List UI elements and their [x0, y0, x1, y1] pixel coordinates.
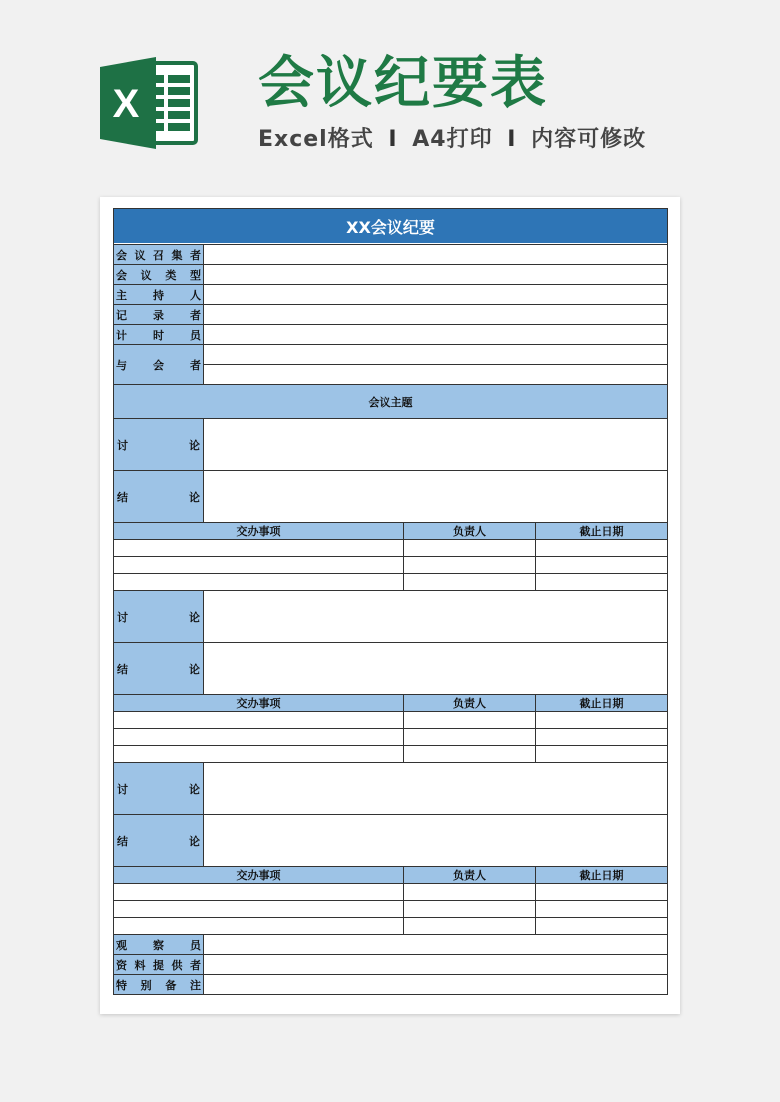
document-paper	[100, 197, 680, 1014]
value-discuss[interactable]	[203, 591, 667, 642]
label-remarks: 特别备注	[114, 975, 203, 994]
info-row-recorder	[114, 304, 667, 324]
table-title-row	[114, 209, 667, 244]
task-cell[interactable]	[114, 557, 403, 573]
subtitle-size: A4打印	[412, 127, 493, 152]
info-row-timekeeper	[114, 324, 667, 344]
label-provider: 资料提供者	[114, 955, 203, 974]
task-row	[114, 883, 667, 900]
value-conclude[interactable]	[203, 643, 667, 694]
value-attendees[interactable]	[203, 345, 667, 384]
header-owner: 负责人	[403, 523, 535, 539]
task-header-row	[114, 694, 667, 711]
label-attendees: 与会者	[114, 345, 203, 384]
conclude-row	[114, 470, 667, 522]
task-cell[interactable]	[114, 901, 403, 917]
topic-row	[114, 384, 667, 418]
label-discuss: 讨 论	[114, 763, 203, 814]
deadline-cell[interactable]	[535, 884, 667, 900]
task-row	[114, 900, 667, 917]
discuss-row	[114, 590, 667, 642]
value-provider[interactable]	[203, 955, 667, 974]
minutes-table	[113, 208, 668, 995]
label-type: 会议类型	[114, 265, 203, 284]
owner-cell[interactable]	[403, 712, 535, 728]
task-row	[114, 711, 667, 728]
label-timekeeper: 计时员	[114, 325, 203, 344]
header-task: 交办事项	[114, 523, 403, 539]
task-cell[interactable]	[114, 884, 403, 900]
header-task: 交办事项	[114, 695, 403, 711]
deadline-cell[interactable]	[535, 574, 667, 590]
header-deadline: 截止日期	[535, 695, 667, 711]
label-convener: 会议召集者	[114, 245, 203, 264]
owner-cell[interactable]	[403, 918, 535, 934]
deadline-cell[interactable]	[535, 712, 667, 728]
label-conclude: 结 论	[114, 643, 203, 694]
subtitle-separator: I	[388, 127, 398, 152]
task-cell[interactable]	[114, 729, 403, 745]
task-row	[114, 745, 667, 762]
deadline-cell[interactable]	[535, 540, 667, 556]
deadline-cell[interactable]	[535, 918, 667, 934]
owner-cell[interactable]	[403, 729, 535, 745]
owner-cell[interactable]	[403, 901, 535, 917]
task-cell[interactable]	[114, 918, 403, 934]
label-observer: 观察员	[114, 935, 203, 954]
header-deadline: 截止日期	[535, 867, 667, 883]
svg-text:X: X	[112, 82, 140, 126]
task-cell[interactable]	[114, 540, 403, 556]
info-row-observer	[114, 934, 667, 954]
header-owner: 负责人	[403, 867, 535, 883]
header-task: 交办事项	[114, 867, 403, 883]
label-conclude: 结 论	[114, 471, 203, 522]
owner-cell[interactable]	[403, 746, 535, 762]
task-cell[interactable]	[114, 746, 403, 762]
task-cell[interactable]	[114, 574, 403, 590]
task-row	[114, 728, 667, 745]
value-conclude[interactable]	[203, 815, 667, 866]
excel-logo-icon	[100, 57, 198, 149]
subtitle-separator: I	[507, 127, 517, 152]
label-conclude: 结 论	[114, 815, 203, 866]
value-conclude[interactable]	[203, 471, 667, 522]
task-cell[interactable]	[114, 712, 403, 728]
label-discuss: 讨 论	[114, 419, 203, 470]
info-row-convener	[114, 244, 667, 264]
label-host: 主持人	[114, 285, 203, 304]
task-row	[114, 556, 667, 573]
value-convener[interactable]	[203, 245, 667, 264]
value-observer[interactable]	[203, 935, 667, 954]
info-row-attendees	[114, 344, 667, 384]
deadline-cell[interactable]	[535, 557, 667, 573]
value-remarks[interactable]	[203, 975, 667, 994]
discuss-row	[114, 418, 667, 470]
topic-label: 会议主题	[114, 385, 667, 418]
task-row	[114, 539, 667, 556]
page-subtitle	[258, 126, 646, 154]
discuss-row	[114, 762, 667, 814]
owner-cell[interactable]	[403, 540, 535, 556]
label-discuss: 讨 论	[114, 591, 203, 642]
value-timekeeper[interactable]	[203, 325, 667, 344]
deadline-cell[interactable]	[535, 729, 667, 745]
task-row	[114, 917, 667, 934]
table-title: XX会议纪要	[114, 209, 667, 243]
task-row	[114, 573, 667, 590]
value-discuss[interactable]	[203, 419, 667, 470]
owner-cell[interactable]	[403, 557, 535, 573]
info-row-provider	[114, 954, 667, 974]
owner-cell[interactable]	[403, 574, 535, 590]
subtitle-editable: 内容可修改	[531, 127, 647, 152]
header-deadline: 截止日期	[535, 523, 667, 539]
task-header-row	[114, 522, 667, 539]
value-discuss[interactable]	[203, 763, 667, 814]
header-owner: 负责人	[403, 695, 535, 711]
owner-cell[interactable]	[403, 884, 535, 900]
info-row-host	[114, 284, 667, 304]
task-header-row	[114, 866, 667, 883]
value-recorder[interactable]	[203, 305, 667, 324]
subtitle-format: Excel格式	[258, 127, 374, 152]
deadline-cell[interactable]	[535, 746, 667, 762]
page-title: 会议纪要表	[258, 51, 548, 116]
info-row-type	[114, 264, 667, 284]
value-type[interactable]	[203, 265, 667, 284]
conclude-row	[114, 814, 667, 866]
value-host[interactable]	[203, 285, 667, 304]
conclude-row	[114, 642, 667, 694]
info-row-remarks	[114, 974, 667, 994]
label-recorder: 记录者	[114, 305, 203, 324]
deadline-cell[interactable]	[535, 901, 667, 917]
